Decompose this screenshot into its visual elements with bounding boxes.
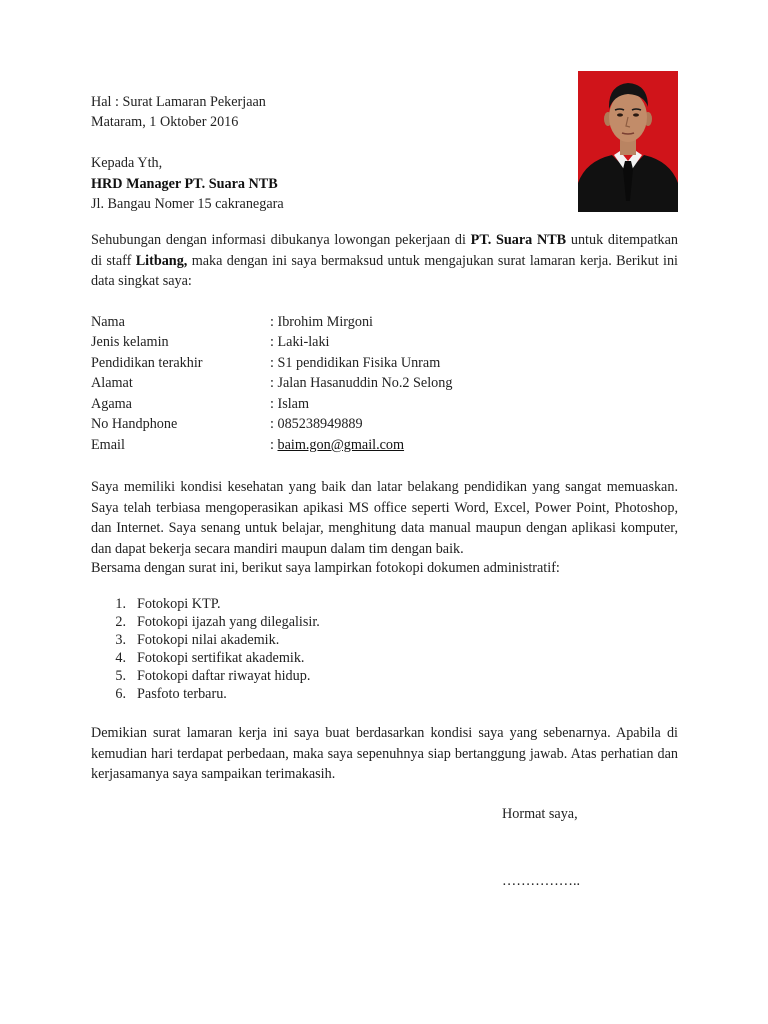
to-label: Kepada Yth,	[91, 155, 163, 171]
data-label: Pendidikan terakhir	[91, 355, 203, 371]
data-value: : S1 pendidikan Fisika Unram	[270, 355, 441, 371]
body-paragraph: Saya memiliki kondisi kesehatan yang baik dan latar belakang pendidikan yang sangat memuaskan. Saya telah terbiasa mengoperasikan apikasi MS office seperti Word, Excel, Power Point, Photoshop, dan Internet. Saya senang untuk belajar, menghitung data manual maupun dengan aplikasi komputer, dan dapat bekerja secara mandiri maupun dalam tim dengan baik.	[91, 479, 678, 558]
data-label: Email	[91, 437, 125, 453]
data-label: No Handphone	[91, 416, 178, 432]
data-value: : baim.gon@gmail.com	[270, 437, 405, 453]
intro-paragraph: Sehubungan dengan informasi dibukanya lowongan pekerjaan di PT. Suara NTB untuk ditempatkan di staff Litbang, maka dengan ini saya bermaksud untuk mengajukan surat lamaran kerja. Berikut ini data singkat saya:	[91, 232, 678, 290]
portrait-image	[578, 71, 678, 212]
attachment-intro: Bersama dengan surat ini, berikut saya lampirkan fotokopi dokumen administratif:	[91, 560, 560, 576]
closing-paragraph: Demikian surat lamaran kerja ini saya buat berdasarkan kondisi saya yang sebenarnya. Apabila di kemudian hari terdapat perbedaan, maka saya sepenuhnya siap bertanggung jawab. Atas perhatian dan kerjasamanya saya sampaikan terimakasih.	[91, 725, 678, 783]
data-value: : Jalan Hasanuddin No.2 Selong	[270, 375, 453, 391]
data-label: Nama	[91, 314, 125, 330]
data-value: : Islam	[270, 396, 310, 412]
signoff-greeting: Hormat saya,	[502, 806, 578, 822]
data-value: : Laki-laki	[270, 334, 330, 350]
data-value: : 085238949889	[270, 416, 363, 432]
data-label: Agama	[91, 396, 132, 412]
email-link[interactable]: baim.gon@gmail.com	[277, 437, 405, 453]
data-label: Jenis kelamin	[91, 334, 169, 350]
recipient-name: HRD Manager PT. Suara NTB	[91, 176, 278, 192]
subject-line: Hal : Surat Lamaran Pekerjaan	[91, 94, 266, 110]
applicant-photo	[578, 71, 678, 212]
recipient-address: Jl. Bangau Nomer 15 cakranegara	[91, 196, 284, 212]
signature-placeholder: ……………..	[502, 873, 581, 889]
letter-page: Hal : Surat Lamaran Pekerjaan Mataram, 1 Oktober 2016 Kepada Yth, HRD Manager PT. Suara NTB Jl. Bangau Nomer 15 cakranegara Sehubungan dengan informasi dibukanya lowongan pekerjaan di PT. Suara NTB untuk ditempatkan di staff Litbang, maka dengan ini saya bermaksud untuk mengajukan surat lamaran kerja. Berikut ini data singkat saya: Nama : Ibrohim Mirgoni Jenis kelamin : Laki-laki Pendidikan terakhir : S1 pendidikan Fisika Unram Alamat : Jalan Hasanuddin No.2 Selong Agama : Islam No Handphone : 085238949889 Email : baim.gon@gmail.com Saya memiliki kondisi kesehatan yang baik dan latar belakang pendidikan yang sangat memuaskan. Saya telah terbiasa mengoperasikan apikasi MS office seperti Word, Excel, Power Point, Photoshop, dan Internet. Saya senang untuk belajar, menghitung data manual maupun dengan aplikasi komputer, dan dapat bekerja secara mandiri maupun dalam tim dengan baik. Bersama dengan surat ini, berikut saya lampirkan fotokopi dokumen administratif: 1. Fotokopi KTP. 2. Fotokopi ijazah yang dilegalisir. 3. Fotokopi nilai akademik. 4. Fotokopi sertifikat akademik. 5. Fotokopi daftar riwayat hidup. 6. Pasfoto terbaru. Demikian surat lamaran kerja ini saya buat berdasarkan kondisi saya yang sebenarnya. Apabila di kemudian hari terdapat perbedaan, maka saya sepenuhnya siap bertanggung jawab. Atas perhatian dan kerjasamanya saya sampaikan terimakasih. Hormat saya, ……………..	[0, 0, 768, 1024]
data-value: : Ibrohim Mirgoni	[270, 314, 373, 330]
place-date: Mataram, 1 Oktober 2016	[91, 114, 239, 130]
data-label: Alamat	[91, 375, 133, 391]
